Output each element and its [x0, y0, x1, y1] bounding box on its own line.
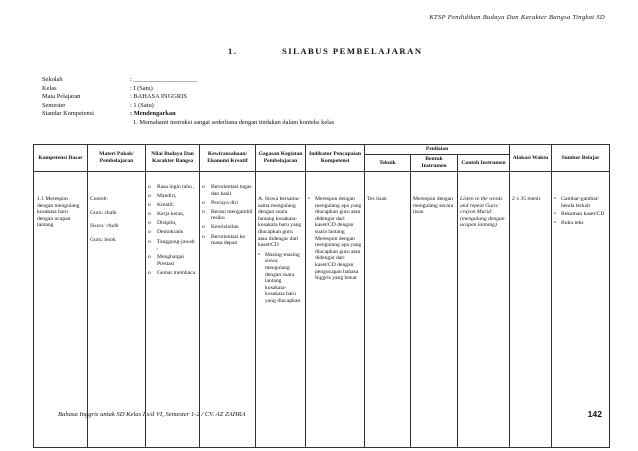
info-label: Kelas	[42, 84, 57, 92]
kd-text: 1.1 Merespon dengan mengulang kosakata baru dengan ucapan lantang	[37, 196, 80, 229]
syllabus-table	[33, 144, 610, 448]
kegiatan-list	[258, 252, 303, 305]
title-number: 1.	[228, 46, 238, 56]
header-kewirausahaan: Kewirausahaan/ Ekonomi Kreatif	[200, 145, 256, 172]
list-item: • Buku teks	[554, 220, 607, 227]
table-row	[34, 172, 610, 448]
list-item: • Rekaman kaset/CD	[554, 211, 607, 218]
header-nilai: Nilai Budaya Dan Karakter Bangsa	[146, 145, 200, 172]
info-value: : I (Satu)	[130, 84, 153, 92]
info-label: Sekolah	[42, 76, 63, 83]
list-item: o Tanggung-jawab ,	[148, 239, 197, 252]
cell-bentuk: Merespon dengan mengulang secara lisan	[411, 172, 458, 448]
header-sumber: Sumber Belajar	[552, 145, 610, 172]
list-item: o Mandiri,	[148, 193, 197, 200]
header-materi: Materi Pokok/ Pembelajaran	[88, 145, 146, 172]
cell-kegiatan	[256, 172, 306, 448]
list-item: o Berorientasi tugas dan hasil	[202, 184, 253, 197]
info-value: : Mendengarkan	[130, 110, 176, 118]
list-item: o Berorientasi ke masa depan	[202, 234, 253, 247]
list-item: o Disiplin,	[148, 220, 197, 227]
competency-detail: 1. Memahami instruksi sangat sederhana dengan tindakan dalam konteks kelas	[133, 118, 335, 126]
info-label: Mata Pelajaran	[42, 93, 81, 101]
cell-nilai	[146, 172, 200, 448]
info-label: Semester	[42, 101, 66, 109]
cell-teknik: Tes lisan	[365, 172, 411, 448]
page-footer: Bahasa Inggris untuk SD Kelas I s/d VI, Semester 1-2 / CV. AZ ZAHRA	[58, 411, 246, 418]
syllabus-info	[42, 76, 334, 128]
header-teknik: Teknik	[365, 155, 411, 172]
cell-sumber	[552, 172, 610, 448]
list-item: o Kreatif,	[148, 202, 197, 209]
info-row	[42, 76, 334, 85]
info-row	[42, 85, 334, 94]
list-item: • Masing-masing siswa mengulang dengan suara lantang kosakata-kosakata baru yang diucapkan	[258, 252, 303, 305]
materi-line: Siswa: chalk	[90, 223, 119, 230]
header-contoh: Contoh Instrumen	[458, 155, 510, 172]
cell-kd	[34, 172, 88, 448]
header-alokasi: Alokasi Waktu	[510, 145, 552, 172]
nilai-list	[148, 184, 197, 277]
materi-line-text: Guru: chalk	[90, 209, 117, 216]
list-item: o Gemar membaca	[148, 270, 197, 277]
list-item: o Berani mengambil resiko	[202, 209, 253, 222]
kegiatan-a: A. Siswa bersama-sama mengulang dengan suara lantang kosakata-kosakata baru yang diucapkan guru atau didengar dari kaset/CD	[258, 196, 302, 249]
list-item: o Menghargai Prestasi	[148, 254, 197, 267]
cell-materi	[88, 172, 146, 448]
materi-line: Guru: book	[90, 236, 116, 243]
list-item: o Percaya diri	[202, 200, 253, 207]
list-item: o Demokratis	[148, 229, 197, 236]
header-kegiatan: Gagasan Kegiatan Pembelajaran	[256, 145, 306, 172]
list-item	[202, 224, 253, 231]
info-row	[42, 93, 334, 102]
list-item: • Gambar-gambar/ benda terkait	[554, 196, 607, 209]
materi-line: Contoh:	[90, 196, 109, 202]
cell-kewirausahaan	[200, 172, 256, 448]
list-item: • Merespon dengan mengulang apa yang diucapkan guru atau didengar dari kaset/CD dengan suara lantang Merespon dengan mengulang apa yang diucapkan guru atau didengar dari kaset/CD dengan pengucapan bahasa Inggris yang benar	[308, 196, 362, 282]
header-penilaian: Penilaian	[365, 145, 510, 155]
info-value: : BAHASA INGGRIS	[130, 93, 187, 101]
running-header: KTSP Pendidikan Budaya Dan Karakter Bangsa Tingkat SD	[429, 14, 605, 21]
header-row	[34, 145, 610, 155]
info-row	[42, 102, 334, 111]
title-text: SILABUS PEMBELAJARAN	[282, 46, 423, 56]
kewira-list	[202, 184, 253, 247]
info-row	[42, 110, 334, 119]
indikator-list	[308, 196, 362, 282]
cell-indikator	[306, 172, 365, 448]
materi-line	[90, 210, 143, 217]
info-label: Standar Kompetensi	[42, 110, 95, 118]
list-item-text: Keorisinilan	[211, 224, 239, 231]
cell-contoh: Listen to the words and repeat Guru: crayon Murid: (mengulang dengan ucapan lantang)	[458, 172, 510, 448]
page-number: 142	[587, 409, 602, 419]
list-item: o Kerja keras,	[148, 211, 197, 218]
cell-alokasi: 2 x 35 menit	[510, 172, 552, 448]
sumber-list	[554, 196, 607, 226]
info-value: : ____________________	[130, 76, 198, 83]
header-kd: Kompetensi Dasar	[34, 145, 88, 172]
info-value: : 1 (Satu)	[130, 101, 154, 109]
header-bentuk: Bentuk Instrumen	[411, 155, 458, 172]
list-item: o Rasa ingin tahu ,	[148, 184, 197, 191]
header-indikator: Indikator Pencapaian Kompetensi	[306, 145, 365, 172]
